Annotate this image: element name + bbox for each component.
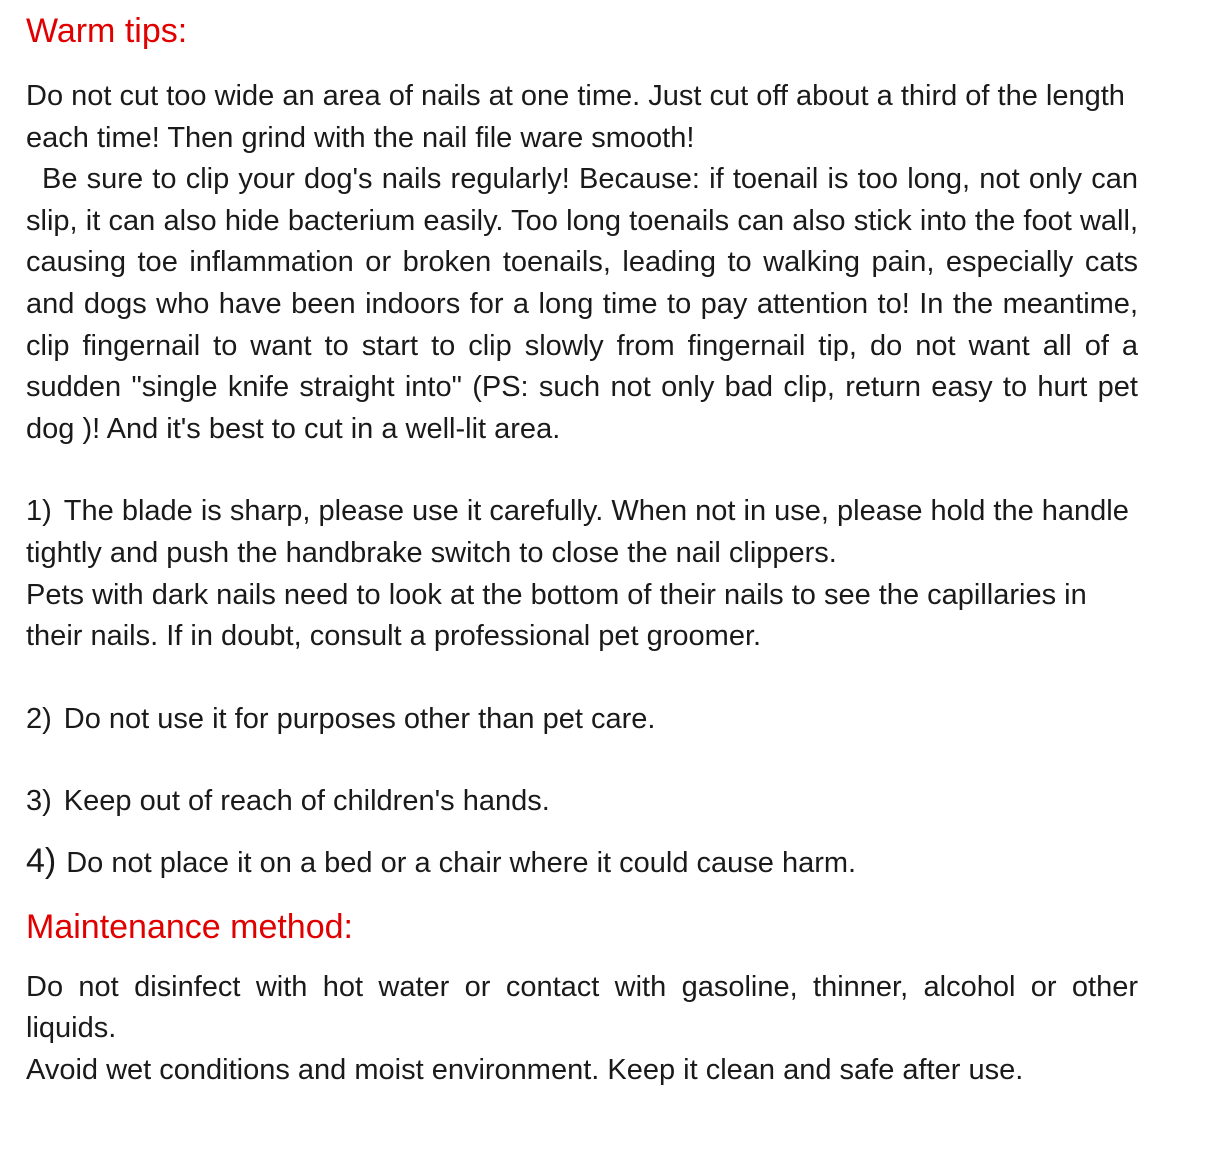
list-item-number: 3) — [26, 785, 52, 818]
list-item — [26, 491, 1138, 574]
list-item-text: The blade is sharp, please use it carefully. When not in use, please hold the handle tightly and push the handbrake switch to close the nail clippers. — [26, 495, 1129, 569]
list-item-number: 2) — [26, 702, 52, 735]
list-item — [26, 841, 1138, 885]
maintenance-line-2: Avoid wet conditions and moist environment. Keep it clean and safe after use. — [26, 1053, 1024, 1086]
list-item-text: Do not use it for purposes other than pet care. — [63, 702, 656, 735]
list-item-number: 4) — [26, 841, 57, 880]
list-item-number: 1) — [26, 495, 52, 528]
list-item — [26, 781, 1138, 823]
list-item-text: Keep out of reach of children's hands. — [63, 785, 550, 818]
list-item-text: Do not place it on a bed or a chair where it could cause harm. — [66, 846, 857, 879]
maintenance-line-1: Do not disinfect with hot water or contact with gasoline, thinner, alcohol or other liquids. — [26, 970, 1138, 1045]
maintenance-heading: Maintenance method: — [26, 907, 353, 946]
intro-paragraph-2: Be sure to clip your dog's nails regularly! Because: if toenail is too long, not only can slip, it can also hide bacterium easily. Too long toenails can also stick into the foot wall, causing toe inflammation or broken toenails, leading to walking pain, especially cats and dogs who have been indoors for a long time to pay attention to! In the meantime, clip fingernail to want to start to clip slowly from fingernail tip, do not want all of a sudden "single knife straight into" (PS: such not only bad clip, return easy to hurt pet dog )! And it's best to cut in a well-lit area. — [26, 163, 1138, 445]
intro-paragraph-1: Do not cut too wide an area of nails at one time. Just cut off about a third of the length each time! Then grind with the nail file ware smooth! — [26, 80, 1125, 154]
warm-tips-heading: Warm tips: — [26, 12, 188, 50]
list-item-extra-note: Pets with dark nails need to look at the bottom of their nails to see the capillaries in their nails. If in doubt, consult a professional pet groomer. — [26, 578, 1087, 653]
list-item — [26, 699, 1138, 741]
document-page — [26, 0, 1138, 1091]
